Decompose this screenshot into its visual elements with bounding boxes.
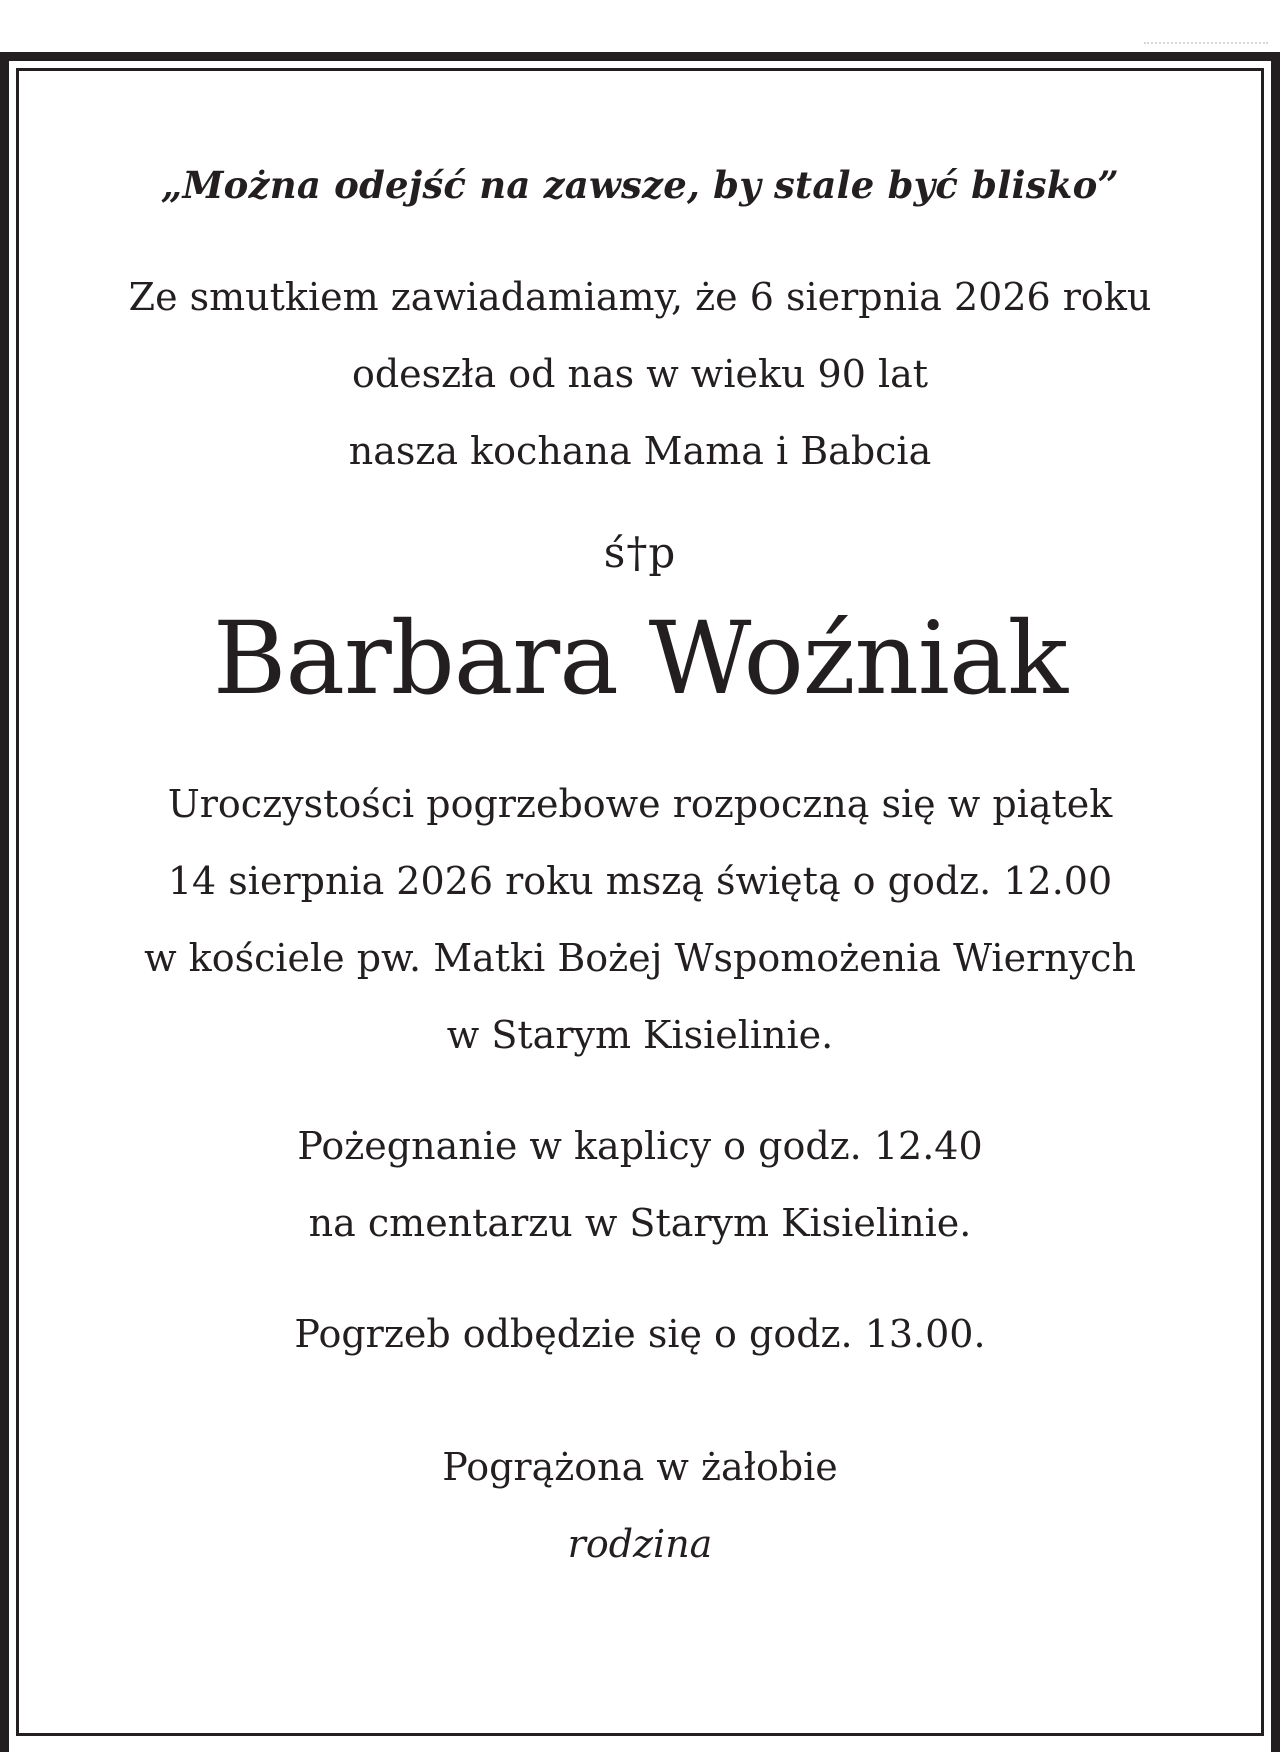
mourning-line: Pogrążona w żałobie xyxy=(442,1445,838,1489)
farewell-line: Pożegnanie w kaplicy o godz. 12.40 xyxy=(297,1124,983,1168)
announcement-intro xyxy=(19,259,1261,490)
farewell-info xyxy=(19,1108,1261,1262)
ceremony-line: w Starym Kisielinie. xyxy=(446,1013,834,1057)
motto-quote: „Można odejść na zawsze, by stale być blisko” xyxy=(161,163,1119,207)
farewell-line: na cmentarzu w Starym Kisielinie. xyxy=(308,1201,972,1245)
scan-edge-mark xyxy=(1144,42,1268,50)
intro-line: Ze smutkiem zawiadamiamy, że 6 sierpnia 2026 roku xyxy=(128,275,1152,319)
ceremony-line: Uroczystości pogrzebowe rozpoczną się w piątek xyxy=(167,782,1113,826)
signature-family: rodzina xyxy=(567,1522,713,1566)
honorific-stp: ś†p xyxy=(603,528,677,577)
intro-line: nasza kochana Mama i Babcia xyxy=(348,429,932,473)
intro-line: odeszła od nas w wieku 90 lat xyxy=(351,352,929,396)
ceremony-info xyxy=(19,766,1261,1074)
ceremony-line: 14 sierpnia 2026 roku mszą świętą o godz. 12.00 xyxy=(167,859,1113,903)
obituary-notice xyxy=(19,71,1261,1583)
ceremony-line: w kościele pw. Matki Bożej Wspomożenia Wiernych xyxy=(144,936,1136,980)
burial-info: Pogrzeb odbędzie się o godz. 13.00. xyxy=(294,1312,986,1356)
deceased-name: Barbara Woźniak xyxy=(212,600,1068,717)
